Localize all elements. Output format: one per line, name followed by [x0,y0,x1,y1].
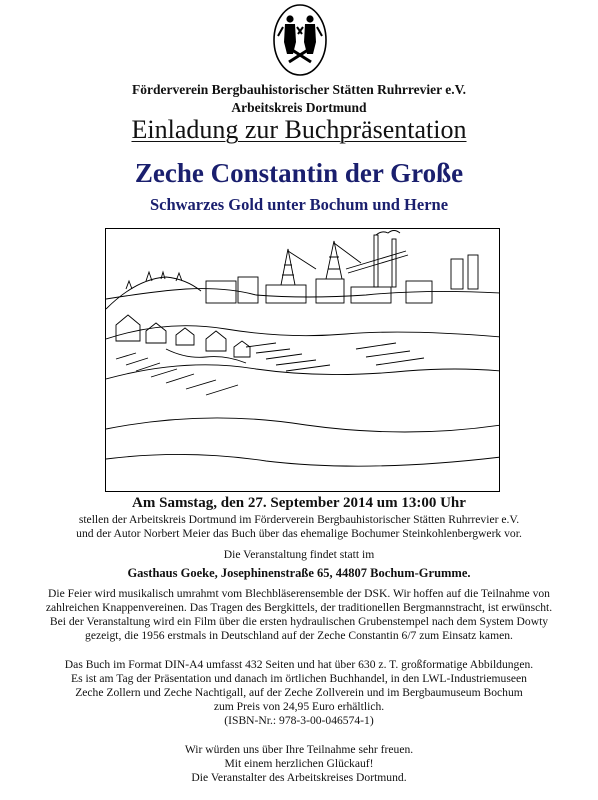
venue-intro: Die Veranstaltung findet statt im [223,548,375,561]
closing-line-1: Wir würden uns über Ihre Teilnahme sehr freuen. [184,743,414,756]
book-info-line-2: Es ist am Tag der Präsentation und danach im örtlichen Buchhandel, in den LWL-Industriemuseen [71,672,527,685]
presenters-line-1: stellen der Arbeitskreis Dortmund im Förderverein Bergbauhistorischer Stätten Ruhrrevier e.V. [78,513,520,526]
organization-name: Förderverein Bergbauhistorischer Stätten Ruhrrevier e.V. [132,82,466,97]
working-group-name: Arbeitskreis Dortmund [231,100,367,115]
program-line-3: Bei der Veranstaltung wird ein Film über die ersten hydraulischen Grubenstempel nach dem System Dowty [49,615,549,628]
presenters-line-2: und der Autor Norbert Meier das Buch über das ehemalige Bochumer Steinkohlenbergwerk vor. [76,527,522,540]
book-info-line-4: zum Preis von 24,95 Euro erhältlich. [213,700,385,713]
closing-line-2: Mit einem herzlichen Glückauf! [224,757,374,770]
program-line-1: Die Feier wird musikalisch umrahmt vom Blechbläserensemble der DSK. Wir hoffen auf die Teilnahme von [48,587,550,600]
program-line-2: zahlreichen Knappenvereinen. Das Tragen des Bergkittels, der traditionellen Bergmannstracht, ist erwünscht. [45,601,553,614]
event-date-line: Am Samstag, den 27. September 2014 um 13:00 Uhr [132,495,466,511]
book-info-line-1: Das Buch im Format DIN-A4 umfasst 432 Seiten und hat über 630 z. T. großformatige Abbildungen. [64,658,534,671]
miners-emblem-icon [271,2,329,82]
book-title: Zeche Constantin der Große [134,158,464,188]
venue-address: Gasthaus Goeke, Josephinenstraße 65, 44807 Bochum-Grumme. [127,566,471,580]
isbn: (ISBN-Nr.: 978-3-00-046574-1) [224,714,374,727]
book-subtitle: Schwarzes Gold unter Bochum und Herne [149,195,449,214]
closing-line-3: Die Veranstalter des Arbeitskreises Dortmund. [191,771,407,784]
book-info-line-3: Zeche Zollern und Zeche Nachtigall, auf der Zeche Zollverein und im Bergbaumuseum Bochum [75,686,523,699]
invitation-title: Einladung zur Buchpräsentation [131,115,467,144]
program-line-4: gezeigt, die 1956 erstmals in Deutschland auf der Zeche Constantin 6/7 zum Einsatz kamen. [85,629,513,642]
colliery-sketch-illustration [105,228,500,492]
